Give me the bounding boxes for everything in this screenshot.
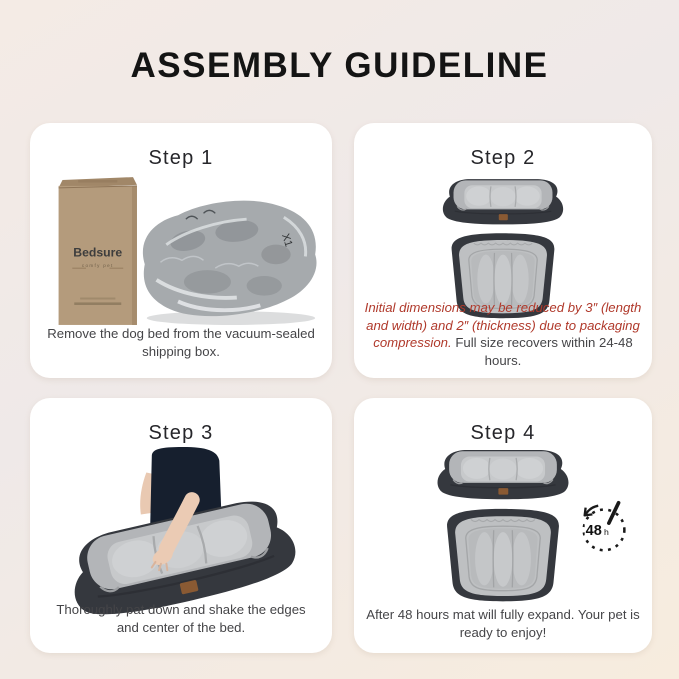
48h-timer-icon: [574, 496, 636, 558]
page-title: ASSEMBLY GUIDELINE: [130, 46, 549, 85]
step2-caption: [360, 299, 646, 369]
bed-front-view: [447, 509, 559, 601]
step3-heading: Step 3: [148, 422, 214, 444]
step4-heading: Step 4: [470, 422, 536, 444]
step4-panel: [354, 398, 652, 653]
box-brand-label: Bedsure: [73, 244, 123, 259]
step2-heading: Step 2: [470, 147, 536, 169]
step4-caption: After 48 hours mat will fully expand. Your pet is ready to enjoy!: [366, 607, 640, 640]
step1-illustration: [30, 171, 332, 331]
shipping-box: [59, 177, 137, 325]
step2-panel: [354, 123, 652, 378]
timer-value-label: 48: [585, 522, 602, 539]
step3-caption: Thoroughly pat down and shake the edges and center of the bed.: [56, 602, 306, 635]
step3-illustration: [30, 446, 332, 604]
step1-panel: [30, 123, 332, 378]
step3-panel: [30, 398, 332, 653]
step4-illustration: [354, 440, 652, 612]
step2-note-text: Full size recovers within 24-48 hours.: [451, 335, 633, 368]
person-patting-bed-image: [44, 447, 318, 603]
step1-heading: Step 1: [148, 147, 214, 169]
step2-warning-text: Initial dimensions may be reduced by 3″ (length and width) and 2″ (thickness) due to packaging compression.: [364, 300, 642, 351]
bed-sofa-view: [443, 179, 563, 224]
bag-quantity-label: X1: [279, 231, 295, 248]
expanded-bed-two-views-image: [430, 440, 576, 612]
box-tagline-label: comfy pet: [81, 262, 114, 268]
vacuum-sealed-bed: [143, 200, 317, 324]
box-and-vacuum-bag-image: [39, 174, 323, 329]
bed-sofa-view: [438, 450, 569, 499]
step1-caption: Remove the dog bed from the vacuum-sealed shipping box.: [47, 326, 315, 359]
timer-unit-label: h: [604, 526, 609, 537]
